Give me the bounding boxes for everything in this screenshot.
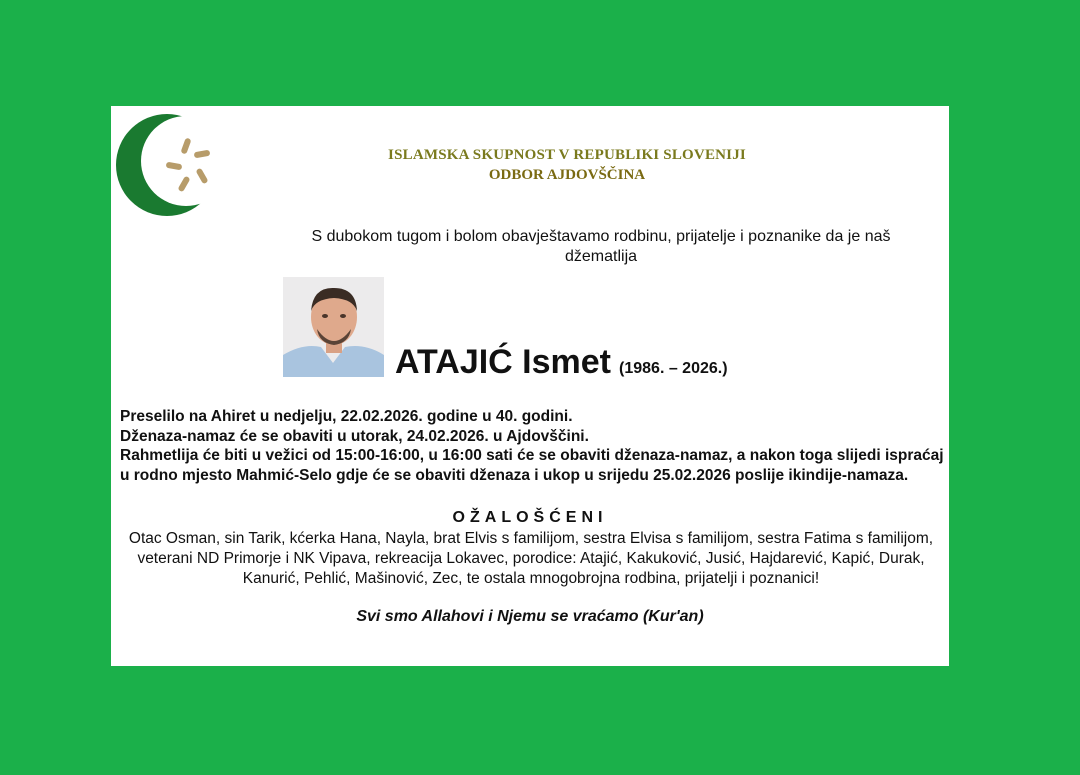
funeral-details [120, 407, 945, 485]
deceased-name: ATAJIĆ Ismet [395, 343, 612, 381]
obituary-card [111, 106, 949, 666]
deceased-photo [283, 277, 384, 377]
organization-name: ISLAMSKA SKUPNOST V REPUBLIKI SLOVENIJI [388, 147, 746, 163]
deceased-years: (1986. – 2026.) [619, 360, 728, 377]
intro-text: S dubokom tugom i bolom obavještavamo rodbinu, prijatelje i poznanike da je naš džematlija [311, 228, 891, 265]
death-date-line: Preselilo na Ahiret u nedjelju, 22.02.2026. godine u 40. godini. [120, 408, 573, 425]
mourners-heading: OŽALOŠĆENI [452, 509, 608, 526]
closing-quote: Svi smo Allahovi i Njemu se vraćamo (Kur'an) [356, 608, 704, 625]
organization-board: ODBOR AJDOVŠČINA [488, 167, 646, 183]
prayer-line: Dženaza-namaz će se obaviti u utorak, 24.02.2026. u Ajdovščini. [120, 427, 589, 445]
ceremony-line: Rahmetlija će biti u vežici od 15:00-16:00, u 16:00 sati će se obaviti dženaza-namaz, a nakon toga slijedi ispraćaj u rodno mjesto Mahmić-Selo gdje će se obaviti dženaza i ukop u srijedu 25.02.2026 poslije ikindije-namaza. [120, 447, 944, 484]
mourners-list: Otac Osman, sin Tarik, kćerka Hana, Nayla, brat Elvis s familijom, sestra Elvisa s familijom, sestra Fatima s familijom, veterani ND Primorje i NK Vipava, rekreacija Lokavec, porodice: Atajić, Kakuković, Jusić, Hajdarević, Kapić, Durak, Kanurić, Pehlić, Mašinović, Zec, te ostala mnogobrojna rodbina, prijatelji i poznanici! [128, 530, 934, 587]
crescent-star-logo [115, 112, 225, 218]
deceased-heading [395, 343, 728, 382]
